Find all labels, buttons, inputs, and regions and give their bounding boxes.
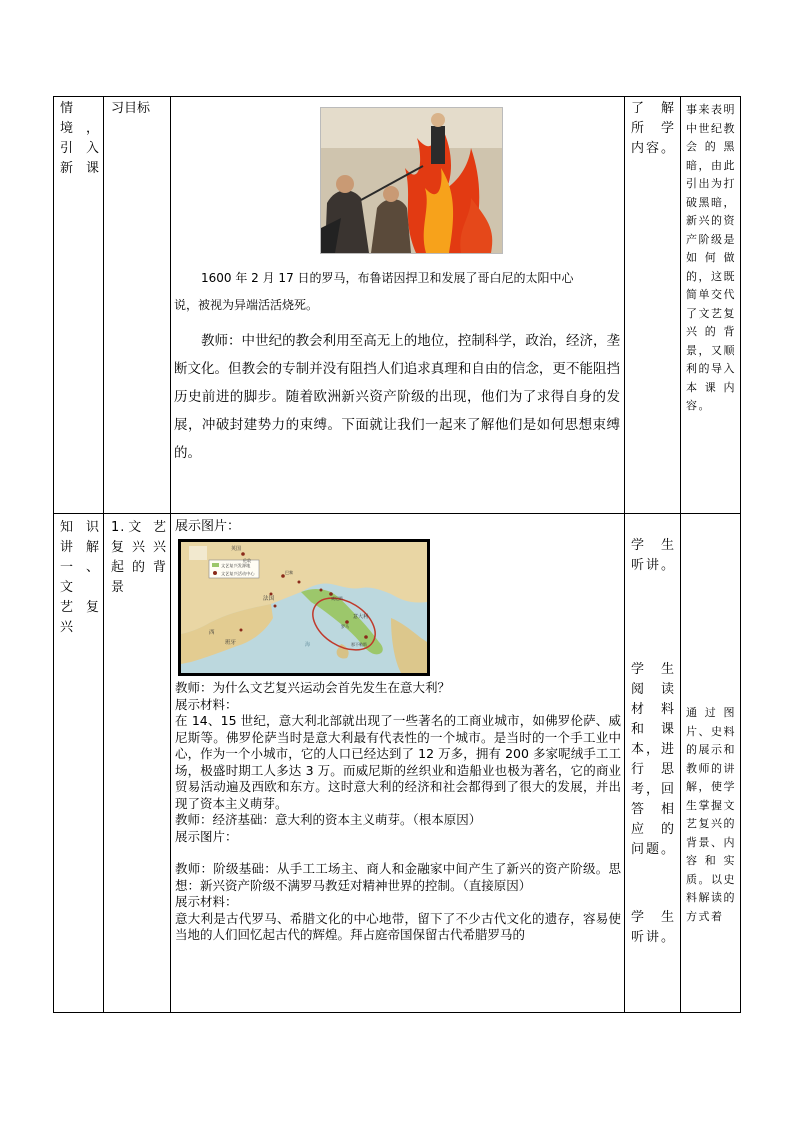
row2-objective-line: 1.文 艺 [111, 520, 167, 535]
map-label: 法国 [263, 596, 275, 602]
map-label: 意大利 [353, 614, 369, 620]
row1-teacher-text: 教师：中世纪的教会利用至高无上的地位，控制科学，政治，经济，垄断文化。但教会的专制并没有阻挡人们追求真理和自由的信念，更不能阻挡历史前进的脚步。随着欧洲新兴资产阶级的出现，他们为了求得自身的发展，冲破封建势力的束缚。下面就让我们一起来了解他们是如何思想束缚的。 [174, 333, 620, 461]
row2-objective-line: 景 [111, 580, 125, 595]
map-label: 巴黎 [285, 570, 293, 575]
material-1-text: 在 14、15 世纪，意大利北部就出现了一些著名的工商业城市，如佛罗伦萨、威尼斯等。佛罗伦萨当时是意大利最有代表性的一个城市。是当时的一个手工业中心，作为一个小城市，它的人口已经达到了 12 万多，拥有 200 多家呢绒手工工场，极盛时期工人多达 3 万。而威尼斯的丝织业和造船业也极为著名，它的商业贸易活动遍及西欧和东方。这时意大利的经济和社会都得到了很大的发展，并出现了资本主义萌芽。 [175, 713, 621, 811]
row2-stage-cell [60, 518, 100, 638]
student-line: 材 料 [631, 702, 675, 717]
renaissance-map [178, 539, 430, 676]
caption-line: 说，被视为异端活活烧死。 [174, 298, 319, 312]
row2-student-a [631, 536, 675, 576]
bruno-burning-svg [321, 108, 502, 253]
legend-center: 文艺复兴活动中心 [221, 571, 255, 576]
student-line: 考，回 [631, 782, 675, 797]
show-material-label-2: 展示材料： [175, 894, 238, 909]
row2-objective-cell [111, 518, 167, 598]
row1-student-cell [631, 99, 675, 159]
row2-stage-line: 知 识 [60, 520, 100, 535]
map-label: 伦敦 [243, 558, 251, 563]
row2-stage-line: 讲 解 [60, 540, 100, 555]
map-label: 班牙 [225, 640, 237, 646]
row2-intent-text: 通过图片、史料的展示和教师的讲解，使学生掌握文艺复兴的背景、内容和实质。以史料解读的方式着 [686, 706, 736, 923]
row1-student-line: 了 解 [631, 101, 675, 116]
col-divider-1 [103, 97, 104, 1012]
student-line: 答 相 [631, 802, 675, 817]
caption-line: 1600 年 2 月 17 日的罗马，布鲁诺因捍卫和发展了哥白尼的太阳中心 [201, 271, 574, 285]
material-2-text: 意大利是古代罗马、希腊文化的中心地带，留下了不少古代文化的遗存，容易使当地的人们回忆起古代的辉煌。拜占庭帝国保留古代希腊罗马的 [175, 910, 621, 942]
map-label: 那不勒斯 [351, 642, 367, 647]
map-label: 海 [305, 642, 311, 648]
student-line: 听讲。 [631, 558, 675, 573]
teacher-question: 教师：为什么文艺复兴运动会首先发生在意大利？ [175, 680, 451, 695]
row1-student-line: 内容。 [631, 141, 675, 156]
student-line: 阅 读 [631, 682, 675, 697]
student-line: 学 生 [631, 538, 675, 553]
row-divider [54, 513, 740, 514]
row1-stage-line: 新课 [60, 161, 100, 176]
legend-swatch-origin [212, 563, 219, 567]
student-line: 学 生 [631, 662, 675, 677]
row1-student-line: 所 学 [631, 121, 675, 136]
lesson-plan-table [53, 96, 741, 1013]
legend-swatch-center [213, 571, 217, 575]
show-image-label-1: 展示图片： [175, 519, 241, 534]
row1-objective-text: 习目标 [111, 101, 151, 116]
row2-objective-line: 复兴兴 [111, 540, 167, 555]
economic-basis-text: 教师：经济基础：意大利的资本主义萌芽。（根本原因） [175, 812, 482, 827]
col-divider-3 [624, 97, 625, 1012]
student-line: 问题。 [631, 842, 675, 857]
row2-stage-line: 一、文 [60, 560, 100, 595]
row2-stage-line: 艺 复 [60, 600, 100, 615]
map-label: 西 [209, 630, 215, 636]
show-material-label-1: 展示材料： [175, 696, 238, 712]
bruno-burning-illustration [320, 107, 503, 254]
student-line: 本，进 [631, 742, 675, 757]
illustration-caption [174, 265, 620, 319]
col-divider-4 [680, 97, 681, 1012]
class-basis-text: 教师：阶级基础：从手工工场主、商人和金融家中间产生了新兴的资产阶级。思想：新兴资产阶级不满罗马教廷对精神世界的控制。（直接原因） [175, 861, 621, 893]
legend-origin: 文艺复兴发源地 [221, 563, 251, 568]
col-divider-2 [170, 97, 171, 1012]
row1-stage-cell [60, 99, 100, 179]
row2-student-b [631, 660, 675, 860]
student-line: 学 生 [631, 910, 675, 925]
renaissance-map-svg [181, 542, 427, 673]
row1-objective-cell [111, 99, 167, 119]
show-image-label-2: 展示图片： [175, 828, 238, 844]
row2-content [175, 680, 621, 944]
student-line: 和 课 [631, 722, 675, 737]
map-label: 威尼斯 [331, 596, 343, 601]
row2-stage-line: 兴 [60, 620, 74, 635]
row2-student-c [631, 908, 675, 948]
row1-intent-text: 事来表明中世纪教会的黑暗，由此引出为打破黑暗，新兴的资产阶级是如何做的，这既简单交代了文艺复兴的背景，又顺利的导入本课内容。 [686, 103, 736, 412]
map-label: 罗马 [341, 624, 349, 629]
student-line: 应 的 [631, 822, 675, 837]
row1-stage-line: 情境， [60, 101, 100, 136]
image-gap [175, 845, 621, 861]
student-line: 行 思 [631, 762, 675, 777]
student-line: 听讲。 [631, 930, 675, 945]
row2-objective-line: 起 的 背 [111, 560, 167, 575]
map-label: 英国 [231, 546, 242, 552]
row1-stage-line: 引 入 [60, 141, 100, 156]
